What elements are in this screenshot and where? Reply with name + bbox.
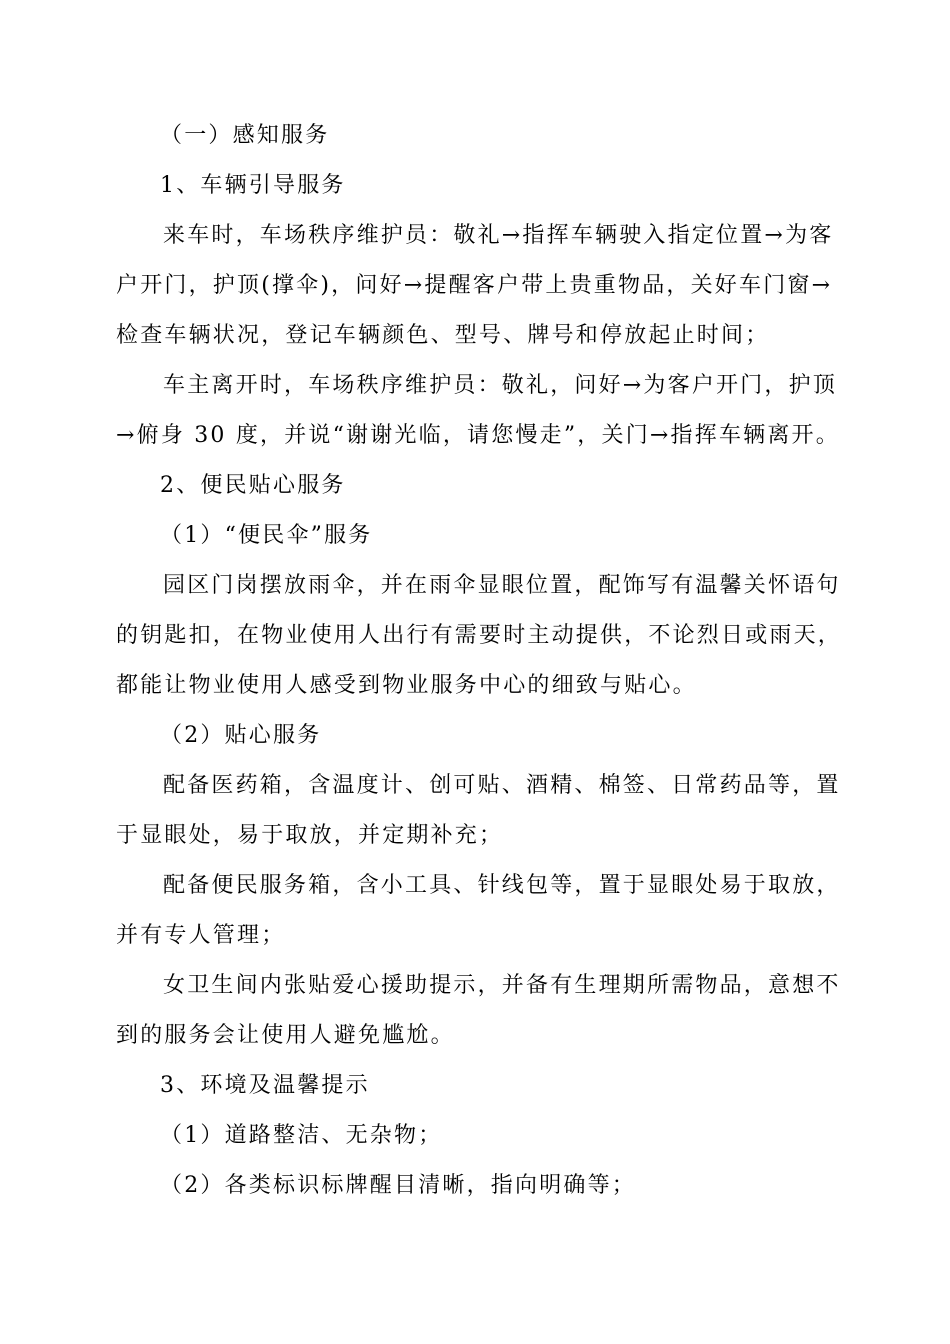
paragraph-line: 并有专人管理； [116, 923, 286, 948]
item-heading: （2）贴心服务 [160, 723, 322, 748]
paragraph-line: 于显眼处，易于取放，并定期补充； [116, 823, 504, 848]
paragraph-line: 来车时，车场秩序维护员：敬礼→指挥车辆驶入指定位置→为客 [163, 223, 834, 248]
paragraph-line: 的钥匙扣，在物业使用人出行有需要时主动提供，不论烈日或雨天， [116, 623, 843, 648]
subsection-heading: 3、环境及温馨提示 [160, 1073, 370, 1098]
paragraph-line: 到的服务会让使用人避免尴尬。 [116, 1023, 455, 1048]
section-heading: （一）感知服务 [160, 123, 330, 148]
subsection-heading: 1、车辆引导服务 [160, 173, 346, 198]
list-item: （1）道路整洁、无杂物； [160, 1123, 443, 1148]
paragraph-line: 配备医药箱，含温度计、创可贴、酒精、棉签、日常药品等，置 [163, 773, 841, 798]
paragraph-line: 配备便民服务箱，含小工具、针线包等，置于显眼处易于取放， [163, 873, 841, 898]
paragraph-line: 女卫生间内张贴爱心援助提示，并备有生理期所需物品，意想不 [163, 973, 841, 998]
item-heading: （1）“便民伞”服务 [160, 523, 373, 548]
list-item: （2）各类标识标牌醒目清晰，指向明确等； [160, 1173, 636, 1198]
subsection-heading: 2、便民贴心服务 [160, 473, 346, 498]
paragraph-line: 园区门岗摆放雨伞，并在雨伞显眼位置，配饰写有温馨关怀语句 [163, 573, 841, 598]
paragraph-line: 车主离开时，车场秩序维护员：敬礼，问好→为客户开门，护顶 [163, 373, 838, 398]
paragraph-line: 都能让物业使用人感受到物业服务中心的细致与贴心。 [116, 673, 697, 698]
paragraph-line: 检查车辆状况，登记车辆颜色、型号、牌号和停放起止时间； [116, 323, 770, 348]
paragraph-line: →俯身 30 度，并说“谢谢光临，请您慢走”，关门→指挥车辆离开。 [116, 423, 840, 448]
paragraph-line: 户开门，护顶(撑伞)，问好→提醒客户带上贵重物品，关好车门窗→ [116, 273, 833, 298]
